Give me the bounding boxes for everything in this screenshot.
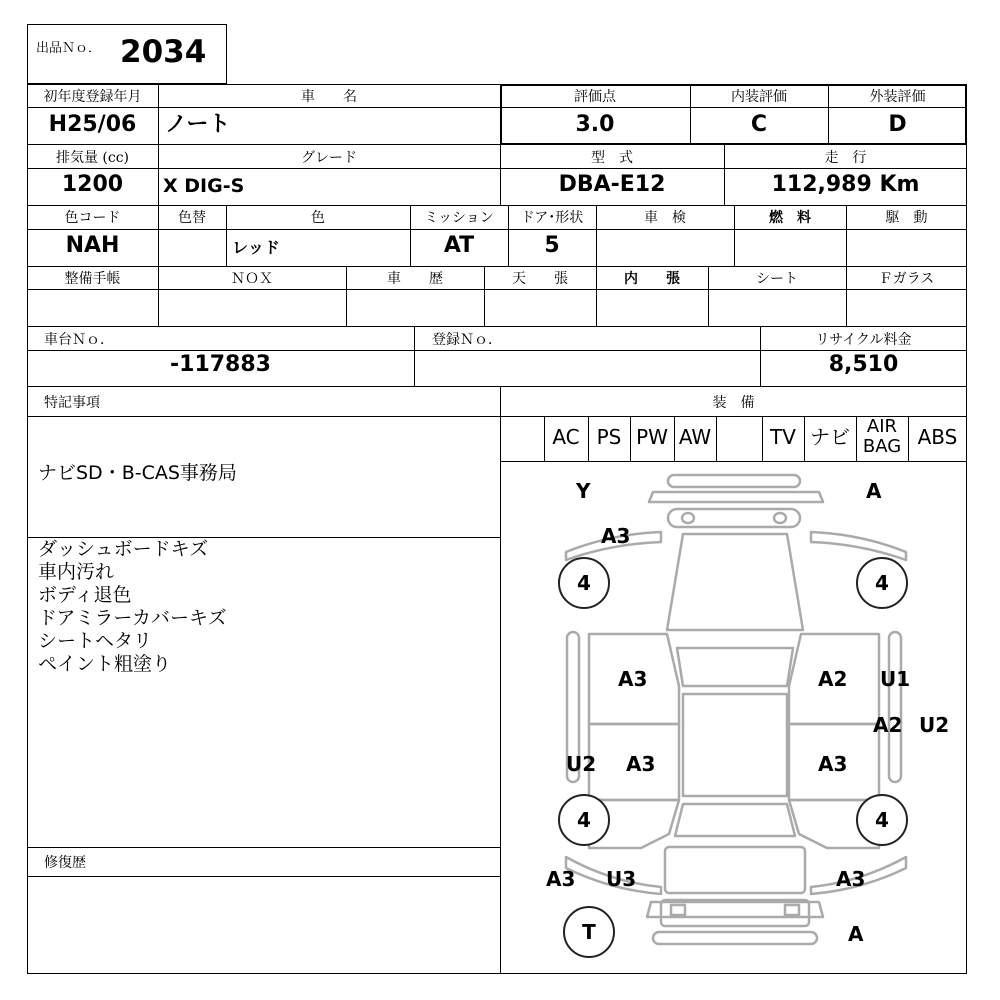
damage-mark: A3	[818, 752, 848, 776]
damage-mark: U2	[566, 752, 597, 776]
damage-mark: A3	[626, 752, 656, 776]
chassis-label: 車台Ｎｏ．	[44, 332, 114, 348]
displacement-label: 排気量 (cc)	[55, 150, 130, 166]
listing-number: 2034	[120, 34, 207, 70]
color-change-label: 色替	[178, 210, 206, 226]
damage-mark: A3	[618, 667, 648, 691]
exterior-grade: D	[888, 112, 907, 137]
color-code: NAH	[65, 233, 120, 258]
recycle-fee: 8,510	[828, 352, 899, 377]
grade-label: グレード	[301, 150, 357, 166]
exterior-label: 外装評価	[869, 89, 926, 105]
equipment-item-pw: PW	[636, 425, 668, 449]
first-registration: H25/06	[48, 112, 137, 137]
remark-line: 車内汚れ	[38, 561, 115, 583]
service-book-label: 整備手帳	[64, 271, 121, 287]
fuel-label: 燃 料	[769, 210, 811, 226]
damage-mark: A	[848, 922, 864, 946]
damage-mark: Y	[576, 479, 591, 503]
damage-mark: U2	[919, 713, 950, 737]
spare-tire: T	[563, 906, 615, 958]
front-glass-label: Ｆガラス	[878, 271, 935, 287]
mission-label: ミッション	[424, 210, 494, 226]
door-label: ドア･形状	[520, 210, 584, 226]
car-name: ノート	[165, 112, 231, 137]
damage-mark: A3	[546, 867, 576, 891]
inspection-label: 車 検	[644, 210, 686, 226]
chassis-number: -117883	[170, 352, 271, 377]
equipment-item-ac: AC	[552, 425, 580, 449]
equipment-item-aw: AW	[678, 425, 712, 449]
interior-lining-label: 内 張	[624, 271, 680, 287]
repair-history-label: 修復歴	[44, 855, 86, 871]
score-value: 3.0	[575, 112, 615, 137]
car-name-label: 車 名	[301, 89, 357, 105]
damage-mark: A3	[601, 524, 631, 548]
model: DBA-E12	[558, 172, 666, 197]
special-note-line: ナビSD・B-CAS事務局	[38, 462, 237, 484]
mileage: 112,989 Km	[771, 172, 920, 197]
damage-mark: U1	[880, 667, 911, 691]
color-code-label: 色コード	[64, 210, 121, 226]
equipment-item-tv: TV	[770, 425, 796, 449]
damage-mark: A	[866, 479, 882, 503]
nox-label: ＮＯＸ	[231, 271, 273, 287]
interior-label: 内装評価	[731, 89, 787, 105]
color-label: 色	[311, 210, 325, 226]
equipment-item-navi: ナビ	[810, 425, 850, 449]
remark-line: ボディ退色	[38, 584, 132, 606]
mileage-label: 走 行	[824, 150, 867, 166]
remark-line: ドアミラーカバーキズ	[38, 607, 227, 629]
interior-grade: C	[750, 112, 768, 137]
special-notes-label: 特記事項	[44, 395, 100, 411]
color: レッド	[232, 238, 280, 257]
grade: X DIG-S	[163, 175, 245, 197]
damage-mark: A2	[873, 713, 903, 737]
listing-label: 出品Ｎｏ．	[36, 41, 102, 56]
registration-label: 登録Ｎｏ．	[432, 332, 502, 348]
damage-mark: U3	[606, 867, 637, 891]
seat-label: シート	[756, 271, 798, 287]
equipment-item-abs: ABS	[917, 425, 958, 449]
door-count: 5	[544, 233, 560, 258]
score-label: 評価点	[574, 89, 616, 105]
roof-lining-label: 天 張	[512, 271, 568, 287]
recycle-label: リサイクル料金	[815, 332, 912, 348]
mission: AT	[443, 233, 475, 258]
damage-mark: A3	[836, 867, 866, 891]
damage-mark: A2	[818, 667, 848, 691]
remark-line: ダッシュボードキズ	[38, 538, 209, 560]
tire-rear-left: 4	[558, 794, 610, 846]
history-label: 車 歴	[387, 271, 443, 287]
year-label: 初年度登録年月	[43, 89, 142, 105]
tire-front-left: 4	[558, 557, 610, 609]
remark-line: ペイント粗塗り	[38, 653, 172, 675]
drive-label: 駆 動	[885, 210, 928, 226]
displacement: 1200	[61, 172, 124, 197]
equipment-item-ps: PS	[596, 425, 622, 449]
remark-line: シートヘタリ	[38, 630, 153, 652]
equipment-label: 装 備	[712, 395, 755, 411]
tire-rear-right: 4	[856, 794, 908, 846]
tire-front-right: 4	[856, 557, 908, 609]
equipment-item-airbag: AIR BAG	[862, 416, 902, 457]
model-label: 型 式	[591, 150, 633, 166]
